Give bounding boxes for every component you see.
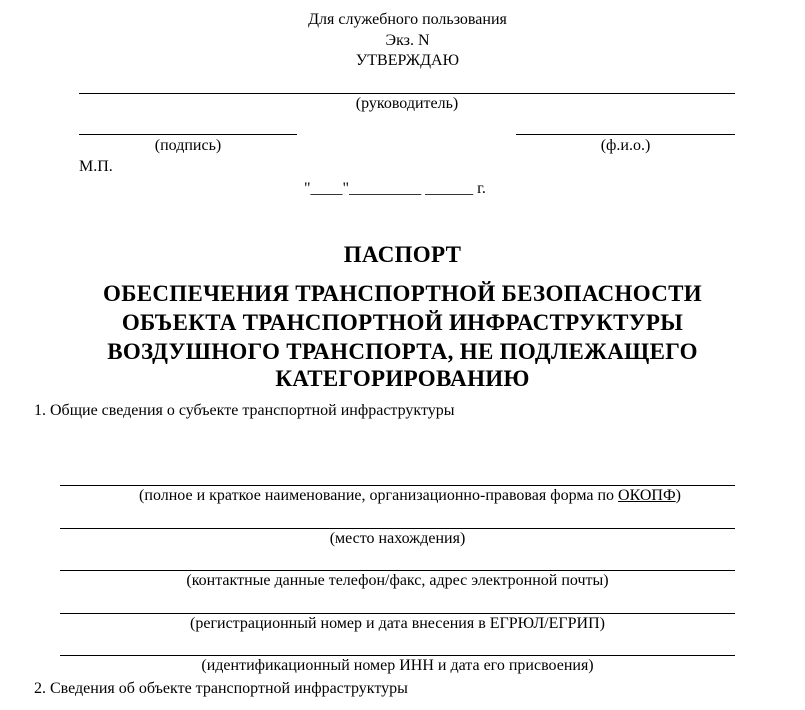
document-subtitle-line-2: ОБЪЕКТА ТРАНСПОРТНОЙ ИНФРАСТРУКТУРЫ (121, 310, 684, 335)
document-subtitle-line-3: ВОЗДУШНОГО ТРАНСПОРТА, НЕ ПОДЛЕЖАЩЕГО (107, 339, 698, 364)
field-3-caption: (контактные данные телефон/факс, адрес электронной почты) (186, 572, 609, 589)
date-field: "____"_________ ______ г. (304, 180, 486, 197)
field-4-caption: (регистрационный номер и дата внесения в ЕГРЮЛ/ЕГРИП) (190, 615, 605, 632)
field-5-line[interactable] (60, 655, 735, 656)
field-4-line[interactable] (60, 613, 735, 614)
fio-caption: (ф.и.о.) (600, 137, 651, 154)
field-1-caption (60, 487, 760, 505)
fio-field-line[interactable] (516, 134, 735, 135)
okopf-link[interactable]: ОКОПФ (618, 487, 676, 504)
field-1-caption-text: (полное и краткое наименование, организационно-правовая форма по (139, 487, 619, 504)
head-caption: (руководитель) (355, 95, 459, 112)
head-field-line[interactable] (79, 93, 735, 94)
document-subtitle-line-4: КАТЕГОРИРОВАНИЮ (275, 366, 530, 391)
approve-label: УТВЕРЖДАЮ (355, 52, 460, 69)
document-title: ПАСПОРТ (343, 242, 462, 267)
section-2-heading: 2. Сведения об объекте транспортной инфраструктуры (34, 680, 408, 697)
field-1-caption-close: ) (675, 487, 681, 504)
signature-caption: (подпись) (154, 137, 222, 154)
copy-number-label: Экз. N (385, 32, 430, 49)
restriction-label: Для служебного пользования (308, 11, 507, 28)
seal-label: М.П. (79, 158, 113, 175)
signature-field-line[interactable] (79, 134, 297, 135)
field-2-line[interactable] (60, 528, 735, 529)
document-subtitle-line-1: ОБЕСПЕЧЕНИЯ ТРАНСПОРТНОЙ БЕЗОПАСНОСТИ (103, 281, 702, 306)
field-5-caption: (идентификационный номер ИНН и дата его присвоения) (201, 657, 594, 674)
section-1-heading: 1. Общие сведения о субъекте транспортной инфраструктуры (34, 402, 455, 419)
field-1-line[interactable] (60, 485, 735, 486)
field-3-line[interactable] (60, 570, 735, 571)
field-2-caption: (место нахождения) (329, 530, 466, 547)
